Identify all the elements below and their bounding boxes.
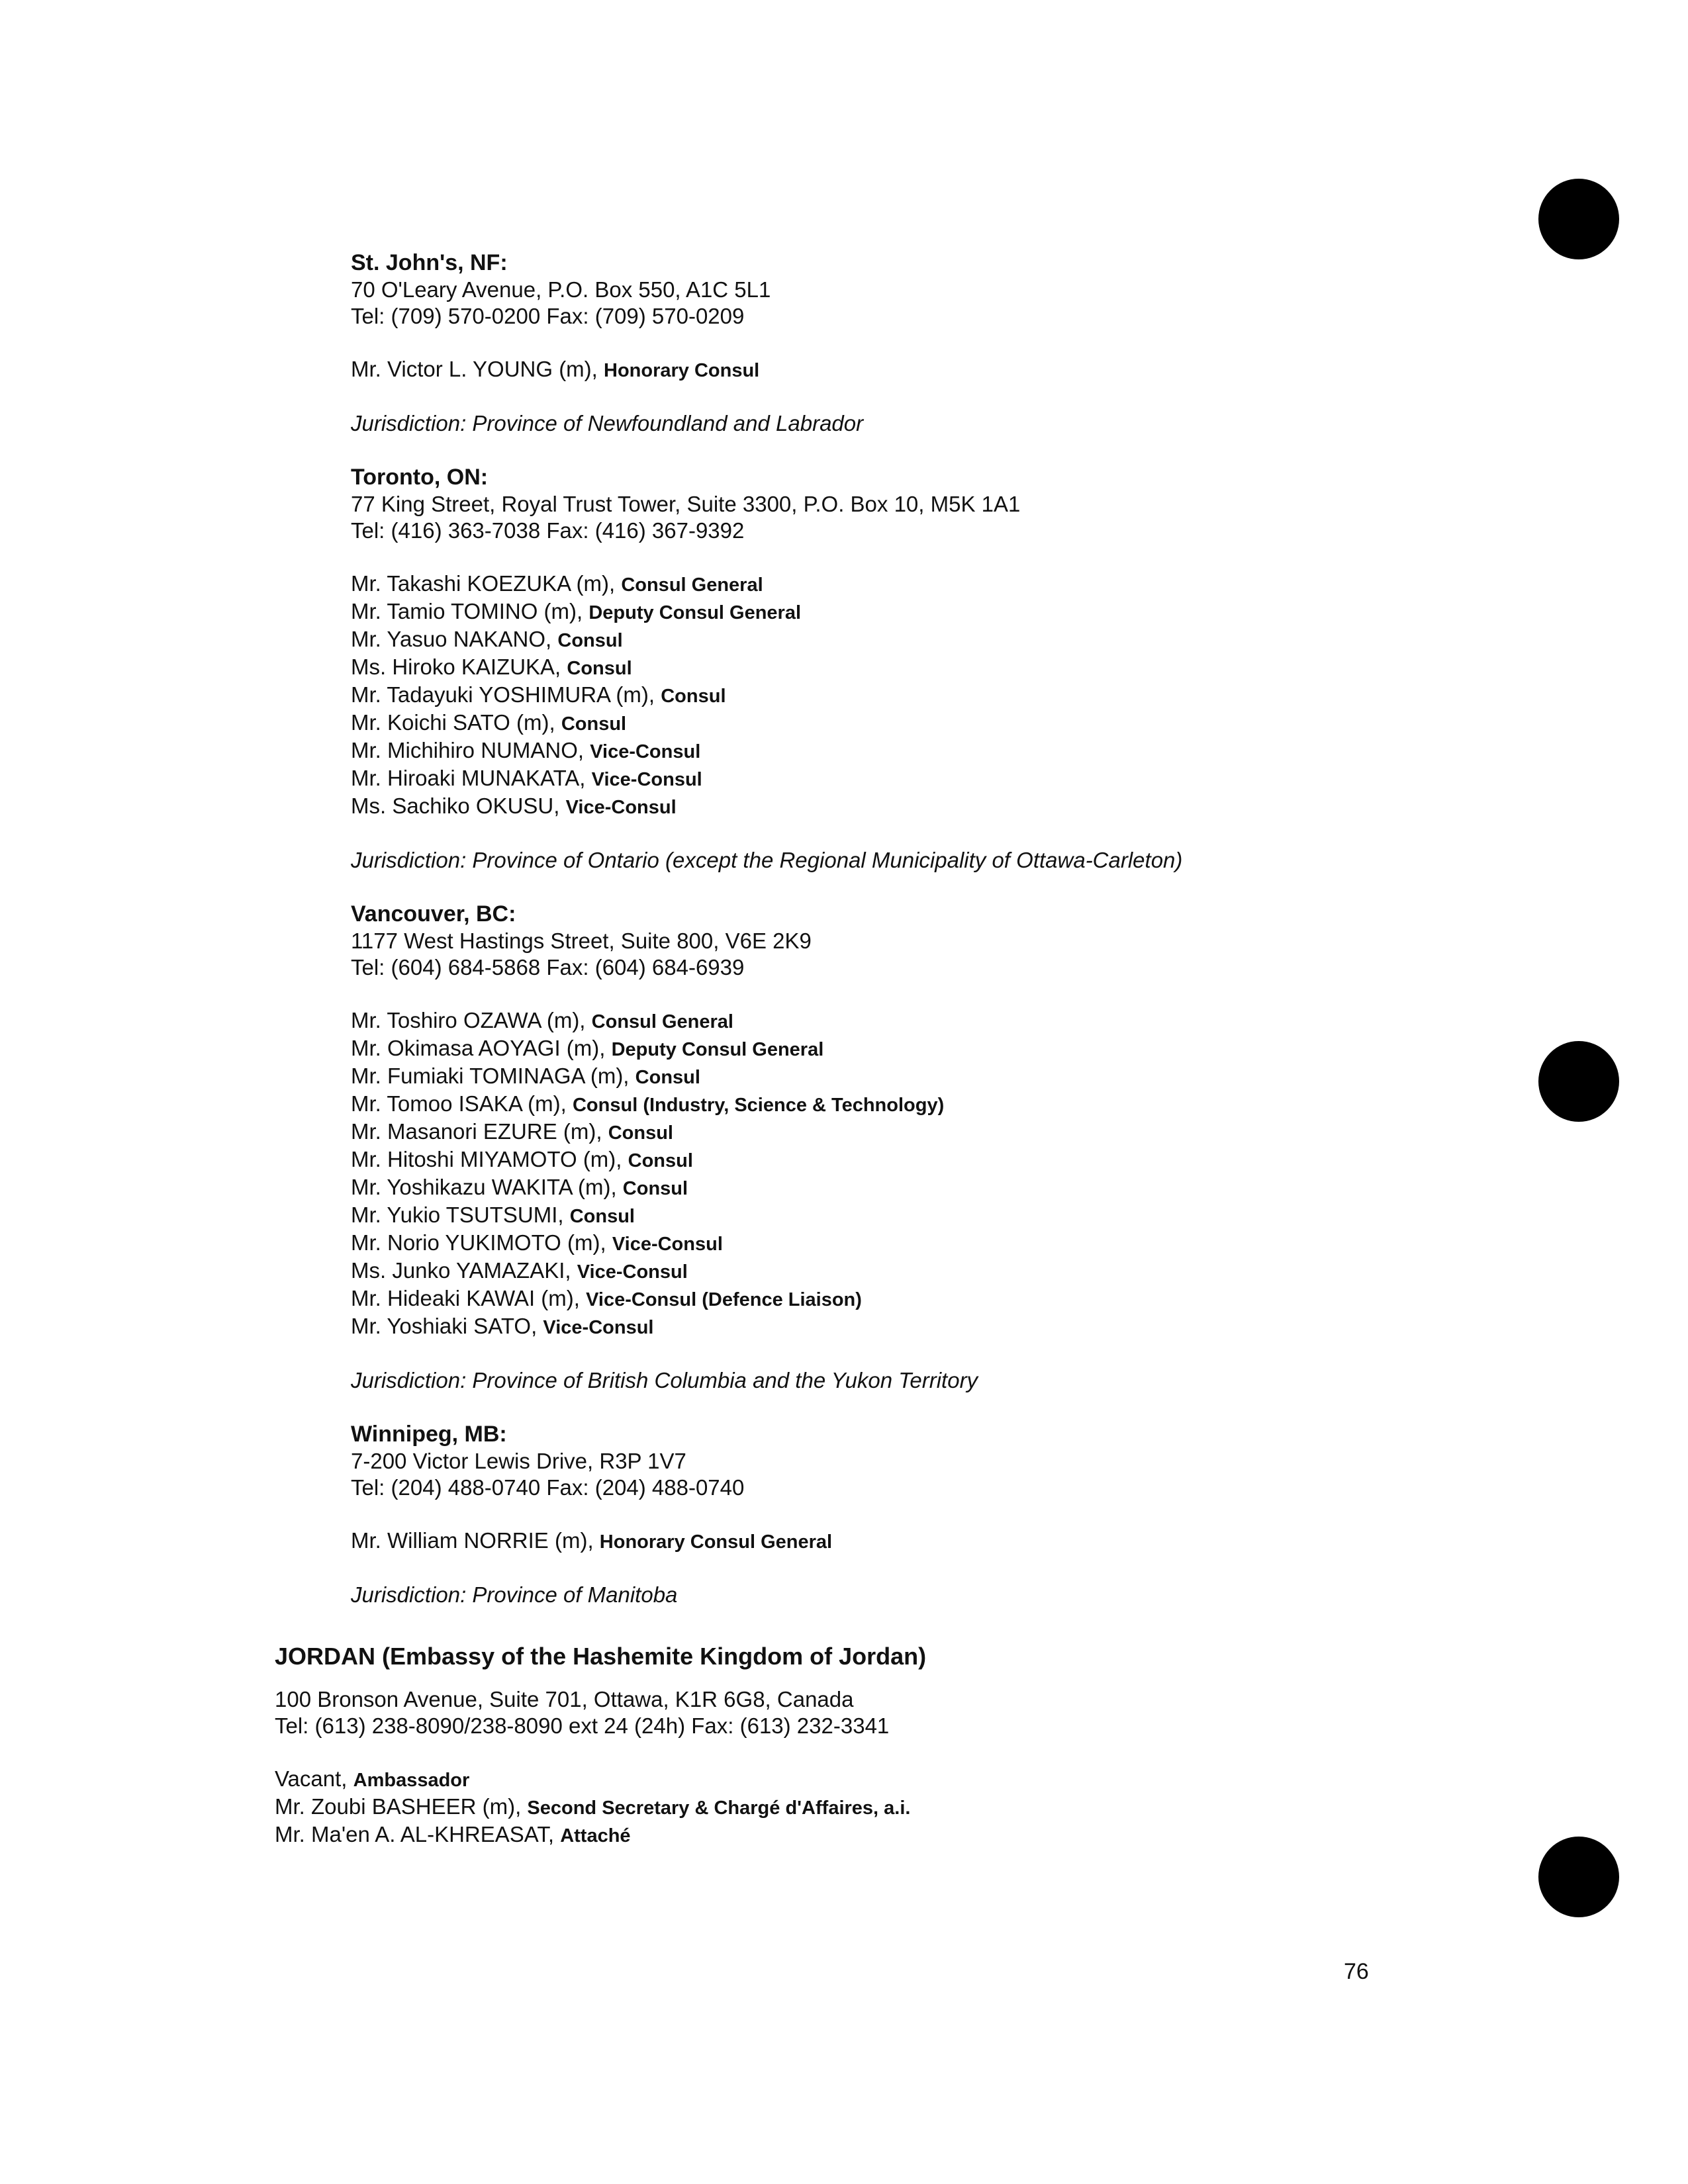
staff-title: Consul [557,630,623,651]
jurisdiction-label: Jurisdiction: [351,411,467,435]
staff-name: Mr. Hideaki KAWAI (m), [351,1286,586,1310]
consulate-city: Vancouver, BC: [351,901,516,927]
consulate-section [351,463,1575,900]
staff-entry [275,1794,1532,1821]
embassy-address: 100 Bronson Avenue, Suite 701, Ottawa, K1R 6G8, Canada [275,1687,854,1711]
staff-name: Mr. William NORRIE (m), [351,1528,600,1553]
jurisdiction-label: Jurisdiction: [351,1582,467,1607]
staff-entry [351,1527,1575,1555]
staff-title: Deputy Consul General [611,1039,824,1060]
staff-entry [351,1202,1575,1230]
staff-entry [275,1821,1532,1849]
staff-title: Vice-Consul [590,741,701,762]
staff-name: Mr. Yoshiaki SATO, [351,1314,543,1338]
staff-title: Consul [567,658,632,679]
staff-name: Mr. Okimasa AOYAGI (m), [351,1036,612,1060]
staff-entry [351,1146,1575,1174]
staff-entry [351,1007,1575,1035]
staff-title: Consul General [621,574,763,596]
staff-title: Consul [569,1206,635,1227]
staff-title: Ambassador [353,1770,470,1791]
staff-title: Honorary Consul General [599,1531,833,1553]
staff-entry [275,1766,1532,1794]
staff-title: Consul [622,1178,688,1199]
staff-name: Mr. Hitoshi MIYAMOTO (m), [351,1147,628,1171]
consulate-section [351,249,1575,463]
jurisdiction-label: Jurisdiction: [351,1368,467,1392]
staff-entry [351,1285,1575,1313]
staff-entry [351,1091,1575,1118]
staff-name: Mr. Hiroaki MUNAKATA, [351,766,592,790]
staff-entry [351,682,1575,709]
staff-name: Mr. Zoubi BASHEER (m), [275,1794,528,1819]
staff-entry [351,1313,1575,1341]
staff-entry [351,570,1575,598]
staff-entry [351,654,1575,682]
jurisdiction-text: Province of Ontario (except the Regional Municipality of Ottawa-Carleton) [466,848,1183,872]
staff-entry [351,793,1575,821]
staff-entry [351,1230,1575,1257]
staff-name: Ms. Hiroko KAIZUKA, [351,655,567,679]
staff-title: Honorary Consul [604,360,760,381]
consulate-address: 70 O'Leary Avenue, P.O. Box 550, A1C 5L1 [351,277,771,302]
staff-title: Vice-Consul [577,1261,688,1283]
staff-title: Vice-Consul [543,1317,654,1338]
jurisdiction-text: Province of Newfoundland and Labrador [466,411,864,435]
staff-name: Mr. Victor L. YOUNG (m), [351,357,604,381]
staff-name: Mr. Koichi SATO (m), [351,710,561,735]
staff-title: Vice-Consul [591,769,702,790]
staff-entry [351,765,1575,793]
staff-name: Mr. Ma'en A. AL-KHREASAT, [275,1822,561,1846]
staff-entry [351,598,1575,626]
consulate-city: St. John's, NF: [351,250,508,275]
jurisdiction-label: Jurisdiction: [351,848,467,872]
staff-name: Mr. Yoshikazu WAKITA (m), [351,1175,623,1199]
staff-entry [351,737,1575,765]
staff-title: Second Secretary & Chargé d'Affaires, a.i. [527,1797,911,1819]
staff-entry [351,626,1575,654]
consulate-tel: Tel: (204) 488-0740 Fax: (204) 488-0740 [351,1475,745,1500]
staff-title: Consul [661,686,726,707]
consulate-address: 7-200 Victor Lewis Drive, R3P 1V7 [351,1449,686,1473]
embassy-tel: Tel: (613) 238-8090/238-8090 ext 24 (24h) Fax: (613) 232-3341 [275,1713,890,1738]
staff-title: Consul (Industry, Science & Technology) [572,1095,945,1116]
page-number: 76 [1344,1959,1369,1984]
embassy-staff-list [275,1766,1532,1849]
consulate-jurisdiction [351,1582,1575,1608]
binder-hole-top [1538,179,1619,259]
consulate-tel: Tel: (416) 363-7038 Fax: (416) 367-9392 [351,518,745,543]
staff-name: Mr. Tamio TOMINO (m), [351,599,589,623]
staff-name: Mr. Tadayuki YOSHIMURA (m), [351,682,661,707]
binder-hole-bottom [1538,1837,1619,1917]
consulate-city: Winnipeg, MB: [351,1422,507,1447]
staff-name: Vacant, [275,1766,353,1791]
staff-entry [351,1118,1575,1146]
consulate-jurisdiction [351,1367,1575,1394]
consulate-address: 1177 West Hastings Street, Suite 800, V6E 2K9 [351,929,812,953]
embassy-section [275,1641,1532,1849]
jurisdiction-text: Province of Manitoba [466,1582,678,1607]
consulate-jurisdiction [351,410,1575,437]
consulate-jurisdiction [351,847,1575,874]
consulates-list [351,249,1575,1608]
staff-name: Ms. Sachiko OKUSU, [351,794,566,818]
staff-name: Mr. Yasuo NAKANO, [351,627,558,651]
consulate-address: 77 King Street, Royal Trust Tower, Suite 3300, P.O. Box 10, M5K 1A1 [351,492,1021,516]
staff-title: Consul [635,1067,700,1088]
staff-name: Mr. Takashi KOEZUKA (m), [351,571,622,596]
staff-title: Consul [608,1122,673,1144]
staff-name: Mr. Yukio TSUTSUMI, [351,1203,570,1227]
staff-title: Consul General [591,1011,733,1032]
staff-name: Ms. Junko YAMAZAKI, [351,1258,577,1283]
staff-title: Deputy Consul General [588,602,802,623]
staff-entry [351,1035,1575,1063]
consulate-tel: Tel: (709) 570-0200 Fax: (709) 570-0209 [351,304,745,328]
staff-entry [351,1063,1575,1091]
consulate-tel: Tel: (604) 684-5868 Fax: (604) 684-6939 [351,955,745,979]
staff-name: Mr. Tomoo ISAKA (m), [351,1091,573,1116]
staff-title: Consul [628,1150,693,1171]
jurisdiction-text: Province of British Columbia and the Yukon Territory [466,1368,978,1392]
staff-name: Mr. Fumiaki TOMINAGA (m), [351,1064,635,1088]
consulate-section [351,900,1575,1420]
staff-entry [351,356,1575,384]
staff-title: Vice-Consul [565,797,677,818]
embassy-heading: JORDAN (Embassy of the Hashemite Kingdom of Jordan) [275,1643,927,1670]
staff-entry [351,709,1575,737]
staff-name: Mr. Norio YUKIMOTO (m), [351,1230,612,1255]
consulate-city: Toronto, ON: [351,465,489,490]
staff-name: Mr. Michihiro NUMANO, [351,738,590,762]
staff-title: Vice-Consul [612,1234,723,1255]
staff-title: Consul [561,713,627,735]
staff-entry [351,1174,1575,1202]
staff-name: Mr. Masanori EZURE (m), [351,1119,608,1144]
consulate-section [351,1420,1575,1608]
staff-title: Attaché [560,1825,631,1846]
staff-name: Mr. Toshiro OZAWA (m), [351,1008,592,1032]
staff-title: Vice-Consul (Defence Liaison) [586,1289,862,1310]
staff-entry [351,1257,1575,1285]
